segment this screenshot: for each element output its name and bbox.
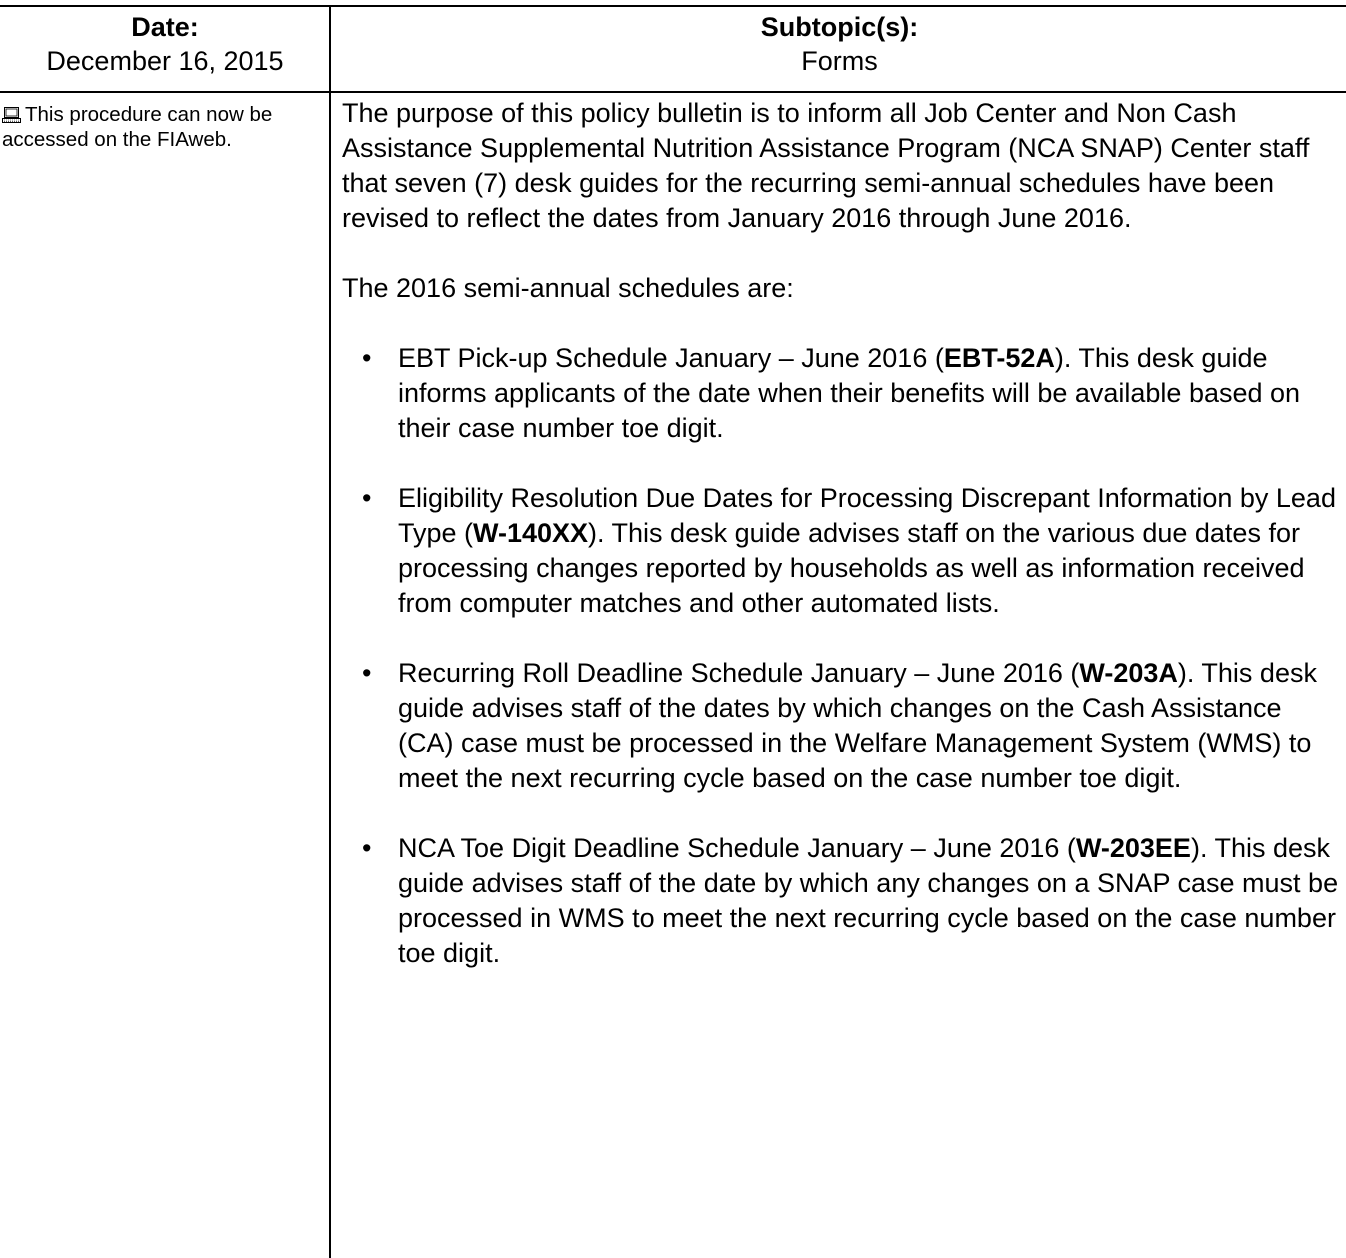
list-item [342,656,1342,796]
item-text: NCA Toe Digit Deadline Schedule January – June 2016 ( [398,833,1076,863]
top-rule [0,5,1346,7]
form-code: W-203A [1079,658,1178,688]
item-text: EBT Pick-up Schedule January – June 2016 ( [398,343,944,373]
schedule-list [342,341,1342,971]
item-text: Eligibility Resolution Due Dates for Processing Discrepant Information by Lead Type ( [398,483,1336,548]
column-divider [329,7,331,1258]
bullet: • [362,833,372,863]
list-item [342,831,1342,971]
subtopic-value: Forms [801,46,878,76]
form-code: W-140XX [473,518,589,548]
header-rule [0,91,1346,93]
list-item [342,481,1342,621]
item-text: ). This desk guide informs applicants of the date when their benefits will be available based on their case number toe digit. [398,343,1301,443]
date-label: Date: [131,12,199,42]
form-code: EBT-52A [943,343,1055,373]
bulletin-body [342,96,1342,1006]
subtopic-cell [333,10,1346,78]
sidenote [2,102,320,152]
bullet: • [362,483,372,513]
computer-icon [2,107,21,122]
date-value: December 16, 2015 [46,46,284,76]
date-cell [0,10,330,78]
item-text: ). This desk guide advises staff of the date by which any changes on a SNAP case must be processed in WMS to meet the next recurring cycle based on the case number toe digit. [398,833,1339,968]
item-text: ). This desk guide advises staff of the dates by which changes on the Cash Assistance (CA) case must be processed in the Welfare Management System (WMS) to meet the next recurring cycle based on the case number toe digit. [398,658,1317,793]
form-code: W-203EE [1075,833,1191,863]
bullet: • [362,658,372,688]
list-item [342,341,1342,446]
subtopic-label: Subtopic(s): [760,12,919,42]
bullet: • [362,343,372,373]
item-text: Recurring Roll Deadline Schedule January – June 2016 ( [398,658,1080,688]
list-intro: The 2016 semi-annual schedules are: [342,273,794,303]
intro-paragraph: The purpose of this policy bulletin is to inform all Job Center and Non Cash Assistance Supplemental Nutrition Assistance Program (NCA SNAP) Center staff that seven (7) desk guides for the recurring semi-annual schedules have been revised to reflect the dates from January 2016 through June 2016. [342,98,1310,233]
item-text: ). This desk guide advises staff on the various due dates for processing changes reported by households as well as information received from computer matches and other automated lists. [398,518,1305,618]
sidenote-text: This procedure can now be accessed on the FIAweb. [2,103,273,151]
